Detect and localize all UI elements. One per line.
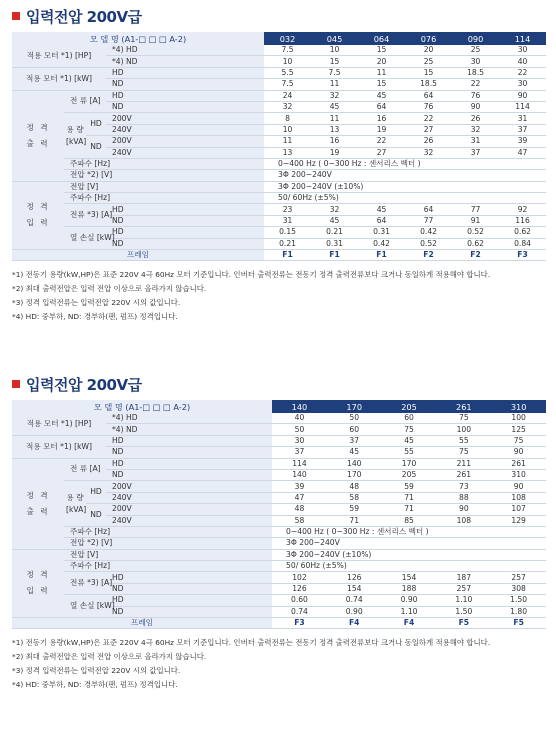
value-cell: F1 [264, 250, 311, 261]
value-cell: 64 [405, 90, 452, 101]
load-label: ND [106, 238, 264, 249]
voltage-label: 200V [106, 504, 272, 515]
value-cell: 60 [327, 424, 382, 435]
load-label: *4) HD [106, 413, 272, 424]
load-label: HD [86, 113, 106, 136]
value-cell: 0.60 [272, 595, 327, 606]
value-cell: 58 [327, 492, 382, 503]
value-cell: 90 [436, 504, 491, 515]
load-label: ND [106, 469, 272, 480]
voltage-label: 240V [106, 492, 272, 503]
value-cell: 26 [452, 113, 499, 124]
table-row [12, 538, 546, 549]
value-cell: 0~400 Hz ( 0~300 Hz : 센서리스 벡터 ) [264, 158, 546, 169]
rated-input-label: 정 격 입 력 [12, 181, 64, 249]
heat-loss-label: 열 손실 [kW] [64, 227, 106, 250]
value-cell: 31 [499, 113, 546, 124]
table-row [12, 170, 546, 181]
table-row [12, 204, 546, 215]
value-cell: F2 [452, 250, 499, 261]
output-voltage-label: 전압 *2) [V] [64, 538, 272, 549]
model-cell: 205 [382, 400, 437, 413]
value-cell: 15 [358, 79, 405, 90]
load-label: HD [86, 481, 106, 504]
voltage-label: 200V [106, 481, 272, 492]
value-cell: 90 [491, 481, 546, 492]
value-cell: 64 [358, 101, 405, 112]
output-frequency-label: 주파수 [Hz] [64, 158, 264, 169]
value-cell: 15 [311, 56, 358, 67]
table-row [12, 45, 546, 56]
value-cell: 16 [311, 136, 358, 147]
value-cell: 71 [382, 492, 437, 503]
value-cell: 75 [491, 435, 546, 446]
spec-section-1 [12, 6, 546, 324]
frame-label: 프레임 [12, 618, 272, 629]
footnote: *2) 최대 출력전압은 입력 전압 이상으로 올라가지 않습니다. [12, 652, 207, 662]
value-cell: 10 [264, 56, 311, 67]
input-voltage-label: 전압 [V] [64, 181, 264, 192]
footnote: *1) 전동기 용량(kW,HP)은 표준 220V 4극 60Hz 모터 기준입니다. 인버터 출력전류는 전동기 정격 출력전류보다 크거나 동일하게 적용해야 합니다. [12, 638, 491, 648]
value-cell: 187 [436, 572, 491, 583]
table-row [12, 504, 546, 515]
value-cell: 30 [452, 56, 499, 67]
value-cell: 15 [405, 67, 452, 78]
value-cell: 261 [491, 458, 546, 469]
value-cell: 126 [327, 572, 382, 583]
motor-hp-label: 적용 모터 *1) [HP] [12, 45, 106, 67]
value-cell: 47 [272, 492, 327, 503]
input-frequency-label: 주파수 [Hz] [64, 561, 272, 572]
frame-label: 프레임 [12, 250, 264, 261]
voltage-label: 240V [106, 147, 264, 158]
load-label: ND [106, 583, 272, 594]
value-cell: 48 [327, 481, 382, 492]
value-cell: F5 [491, 618, 546, 629]
value-cell: 0.42 [405, 227, 452, 238]
value-cell: 1.10 [436, 595, 491, 606]
table-row [12, 549, 546, 560]
value-cell: 13 [264, 147, 311, 158]
value-cell: 3Φ 200~240V [272, 538, 546, 549]
value-cell: 114 [499, 101, 546, 112]
value-cell: 100 [436, 424, 491, 435]
value-cell: 13 [311, 124, 358, 135]
value-cell: 7.5 [311, 67, 358, 78]
value-cell: 26 [405, 136, 452, 147]
load-label: *4) ND [106, 424, 272, 435]
value-cell: 71 [382, 504, 437, 515]
value-cell: 37 [499, 124, 546, 135]
value-cell: 92 [499, 204, 546, 215]
load-label: ND [86, 504, 106, 527]
model-header: 모 델 명 (A1-□ □ □ A-2) [12, 400, 272, 413]
value-cell: 20 [358, 56, 405, 67]
value-cell: 76 [452, 90, 499, 101]
value-cell: 261 [436, 469, 491, 480]
value-cell: 0.21 [311, 227, 358, 238]
value-cell: 188 [382, 583, 437, 594]
value-cell: 45 [327, 447, 382, 458]
table-row [12, 90, 546, 101]
footnote: *1) 전동기 용량(kW,HP)은 표준 220V 4극 60Hz 모터 기준입니다. 인버터 출력전류는 전동기 정격 출력전류보다 크거나 동일하게 적용해야 합니다. [12, 270, 491, 280]
table-row [12, 113, 546, 124]
output-voltage-label: 전압 *2) [V] [64, 170, 264, 181]
value-cell: 0.31 [311, 238, 358, 249]
voltage-label: 240V [106, 124, 264, 135]
value-cell: 32 [311, 204, 358, 215]
value-cell: 308 [491, 583, 546, 594]
value-cell: 77 [405, 215, 452, 226]
section-heading [12, 374, 546, 394]
table-row [12, 526, 546, 537]
footnote: *3) 정격 입력전류는 입력전압 220V 시의 값입니다. [12, 298, 181, 308]
capacity-label: 용 량 [kVA] [64, 481, 86, 527]
value-cell: 126 [272, 583, 327, 594]
table-row [12, 136, 546, 147]
value-cell: 11 [311, 113, 358, 124]
value-cell: 45 [311, 101, 358, 112]
value-cell: 0.42 [358, 238, 405, 249]
heat-loss-label: 열 손실 [kW] [64, 595, 106, 618]
section-title: 입력전압 200V급 [26, 375, 142, 394]
value-cell: 76 [405, 101, 452, 112]
value-cell: 0.52 [452, 227, 499, 238]
value-cell: 32 [452, 124, 499, 135]
value-cell: 0.62 [499, 227, 546, 238]
value-cell: 170 [327, 469, 382, 480]
value-cell: 107 [491, 504, 546, 515]
load-label: ND [106, 606, 272, 617]
model-header: 모 델 명 (A1-□ □ □ A-2) [12, 32, 264, 45]
table-row [12, 595, 546, 606]
load-label: HD [106, 595, 272, 606]
value-cell: 23 [264, 204, 311, 215]
current-label: 전 류 [A] [64, 90, 106, 113]
value-cell: 0.74 [272, 606, 327, 617]
value-cell: 20 [405, 45, 452, 56]
value-cell: 3Φ 200~240V (±10%) [272, 549, 546, 560]
value-cell: 45 [382, 435, 437, 446]
value-cell: 71 [327, 515, 382, 526]
value-cell: 32 [311, 90, 358, 101]
model-cell: 064 [358, 32, 405, 45]
value-cell: 58 [272, 515, 327, 526]
value-cell: 22 [358, 136, 405, 147]
model-cell: 170 [327, 400, 382, 413]
frame-row [12, 250, 546, 261]
spec-section-2 [12, 374, 546, 692]
value-cell: 0.90 [327, 606, 382, 617]
value-cell: 59 [327, 504, 382, 515]
value-cell: 211 [436, 458, 491, 469]
value-cell: 310 [491, 469, 546, 480]
value-cell: 37 [272, 447, 327, 458]
table-row [12, 458, 546, 469]
voltage-label: 240V [106, 515, 272, 526]
value-cell: 154 [382, 572, 437, 583]
load-label: ND [86, 136, 106, 159]
model-cell: 076 [405, 32, 452, 45]
table-row [12, 435, 546, 446]
value-cell: 40 [499, 56, 546, 67]
value-cell: 27 [405, 124, 452, 135]
table-row [12, 561, 546, 572]
value-cell: 19 [311, 147, 358, 158]
value-cell: 257 [491, 572, 546, 583]
value-cell: 170 [382, 458, 437, 469]
value-cell: 60 [382, 413, 437, 424]
value-cell: 90 [499, 90, 546, 101]
value-cell: 0.84 [499, 238, 546, 249]
value-cell: 90 [491, 447, 546, 458]
value-cell: 129 [491, 515, 546, 526]
table-row [12, 193, 546, 204]
value-cell: 88 [436, 492, 491, 503]
value-cell: F2 [405, 250, 452, 261]
title-marker-icon [12, 12, 20, 20]
value-cell: 77 [452, 204, 499, 215]
value-cell: 16 [358, 113, 405, 124]
footnote: *3) 정격 입력전류는 입력전압 220V 시의 값입니다. [12, 666, 181, 676]
value-cell: 75 [382, 424, 437, 435]
table-row [12, 572, 546, 583]
rated-output-label: 정 격 출 력 [12, 90, 64, 181]
value-cell: 7.5 [264, 79, 311, 90]
voltage-label: 200V [106, 113, 264, 124]
table-row [12, 481, 546, 492]
rated-output-label: 정 격 출 력 [12, 458, 64, 549]
load-label: HD [106, 67, 264, 78]
value-cell: 0~400 Hz ( 0~300 Hz : 센서리스 벡터 ) [272, 526, 546, 537]
value-cell: 91 [452, 215, 499, 226]
value-cell: 10 [311, 45, 358, 56]
model-cell: 032 [264, 32, 311, 45]
value-cell: 50 [272, 424, 327, 435]
footnotes [12, 268, 546, 324]
frame-row [12, 618, 546, 629]
value-cell: F3 [499, 250, 546, 261]
output-frequency-label: 주파수 [Hz] [64, 526, 272, 537]
section-heading [12, 6, 546, 26]
value-cell: 1.10 [382, 606, 437, 617]
value-cell: 25 [452, 45, 499, 56]
load-label: *4) ND [106, 56, 264, 67]
value-cell: 90 [452, 101, 499, 112]
value-cell: 0.21 [264, 238, 311, 249]
value-cell: 22 [452, 79, 499, 90]
value-cell: 32 [264, 101, 311, 112]
value-cell: 45 [358, 204, 405, 215]
value-cell: 5.5 [264, 67, 311, 78]
value-cell: 1.80 [491, 606, 546, 617]
value-cell: 108 [436, 515, 491, 526]
value-cell: F4 [327, 618, 382, 629]
value-cell: 11 [264, 136, 311, 147]
value-cell: F1 [358, 250, 405, 261]
load-label: HD [106, 90, 264, 101]
header-row [12, 32, 546, 45]
footnote: *4) HD: 중부하, ND: 경부하(팬, 펌프) 정격입니다. [12, 312, 178, 322]
footnote: *2) 최대 출력전압은 입력 전압 이상으로 올라가지 않습니다. [12, 284, 207, 294]
value-cell: 30 [499, 79, 546, 90]
value-cell: 55 [436, 435, 491, 446]
header-row [12, 400, 546, 413]
value-cell: 75 [436, 413, 491, 424]
value-cell: 0.15 [264, 227, 311, 238]
value-cell: 114 [272, 458, 327, 469]
value-cell: 108 [491, 492, 546, 503]
table-row [12, 181, 546, 192]
value-cell: F5 [436, 618, 491, 629]
value-cell: 55 [382, 447, 437, 458]
value-cell: 37 [327, 435, 382, 446]
value-cell: 59 [382, 481, 437, 492]
value-cell: 30 [272, 435, 327, 446]
voltage-label: 200V [106, 136, 264, 147]
value-cell: 50/ 60Hz (±5%) [264, 193, 546, 204]
value-cell: F4 [382, 618, 437, 629]
value-cell: 45 [311, 215, 358, 226]
capacity-label: 용 량 [kVA] [64, 113, 86, 159]
value-cell: 64 [358, 215, 405, 226]
value-cell: 39 [272, 481, 327, 492]
value-cell: 85 [382, 515, 437, 526]
current-label: 전 류 [A] [64, 458, 106, 481]
value-cell: 140 [272, 469, 327, 480]
value-cell: 7.5 [264, 45, 311, 56]
input-current-label: 전류 *3) [A] [64, 572, 106, 595]
load-label: HD [106, 435, 272, 446]
input-voltage-label: 전압 [V] [64, 549, 272, 560]
value-cell: 75 [436, 447, 491, 458]
value-cell: 48 [272, 504, 327, 515]
title-marker-icon [12, 380, 20, 388]
value-cell: 10 [264, 124, 311, 135]
value-cell: 37 [452, 147, 499, 158]
model-cell: 261 [436, 400, 491, 413]
model-cell: 090 [452, 32, 499, 45]
table-row [12, 158, 546, 169]
value-cell: 73 [436, 481, 491, 492]
model-cell: 045 [311, 32, 358, 45]
load-label: ND [106, 101, 264, 112]
value-cell: 27 [358, 147, 405, 158]
load-label: HD [106, 204, 264, 215]
motor-kw-label: 적용 모터 *1) [kW] [12, 435, 106, 458]
value-cell: 47 [499, 147, 546, 158]
footnotes [12, 636, 546, 692]
table-row [12, 67, 546, 78]
value-cell: 45 [358, 90, 405, 101]
table-row [12, 413, 546, 424]
value-cell: 22 [405, 113, 452, 124]
value-cell: 205 [382, 469, 437, 480]
value-cell: 0.62 [452, 238, 499, 249]
value-cell: 0.90 [382, 595, 437, 606]
value-cell: F1 [311, 250, 358, 261]
value-cell: 0.31 [358, 227, 405, 238]
value-cell: 15 [358, 45, 405, 56]
model-cell: 310 [491, 400, 546, 413]
value-cell: 140 [327, 458, 382, 469]
value-cell: 64 [405, 204, 452, 215]
value-cell: 154 [327, 583, 382, 594]
value-cell: 1.50 [436, 606, 491, 617]
model-cell: 140 [272, 400, 327, 413]
input-current-label: 전류 *3) [A] [64, 204, 106, 227]
load-label: HD [106, 572, 272, 583]
rated-input-label: 정 격 입 력 [12, 549, 64, 617]
value-cell: 8 [264, 113, 311, 124]
value-cell: 50/ 60Hz (±5%) [272, 561, 546, 572]
motor-hp-label: 적용 모터 *1) [HP] [12, 413, 106, 435]
value-cell: 102 [272, 572, 327, 583]
input-frequency-label: 주파수 [Hz] [64, 193, 264, 204]
value-cell: 0.52 [405, 238, 452, 249]
value-cell: 31 [264, 215, 311, 226]
value-cell: 39 [499, 136, 546, 147]
model-cell: 114 [499, 32, 546, 45]
value-cell: 11 [358, 67, 405, 78]
value-cell: 25 [405, 56, 452, 67]
load-label: ND [106, 79, 264, 90]
value-cell: 19 [358, 124, 405, 135]
value-cell: 100 [491, 413, 546, 424]
load-label: ND [106, 215, 264, 226]
value-cell: 11 [311, 79, 358, 90]
value-cell: 24 [264, 90, 311, 101]
section-title: 입력전압 200V급 [26, 7, 142, 26]
value-cell: 18.5 [405, 79, 452, 90]
value-cell: 116 [499, 215, 546, 226]
spec-table [12, 32, 546, 261]
load-label: ND [106, 447, 272, 458]
motor-kw-label: 적용 모터 *1) [kW] [12, 67, 106, 90]
load-label: HD [106, 458, 272, 469]
table-row [12, 227, 546, 238]
value-cell: 257 [436, 583, 491, 594]
value-cell: 3Φ 200~240V (±10%) [264, 181, 546, 192]
value-cell: 22 [499, 67, 546, 78]
value-cell: 50 [327, 413, 382, 424]
value-cell: 18.5 [452, 67, 499, 78]
value-cell: 125 [491, 424, 546, 435]
value-cell: 31 [452, 136, 499, 147]
value-cell: 30 [499, 45, 546, 56]
value-cell: F3 [272, 618, 327, 629]
value-cell: 3Φ 200~240V [264, 170, 546, 181]
value-cell: 0.74 [327, 595, 382, 606]
load-label: *4) HD [106, 45, 264, 56]
value-cell: 40 [272, 413, 327, 424]
value-cell: 32 [405, 147, 452, 158]
load-label: HD [106, 227, 264, 238]
spec-table [12, 400, 546, 629]
value-cell: 1.50 [491, 595, 546, 606]
footnote: *4) HD: 중부하, ND: 경부하(팬, 펌프) 정격입니다. [12, 680, 178, 690]
